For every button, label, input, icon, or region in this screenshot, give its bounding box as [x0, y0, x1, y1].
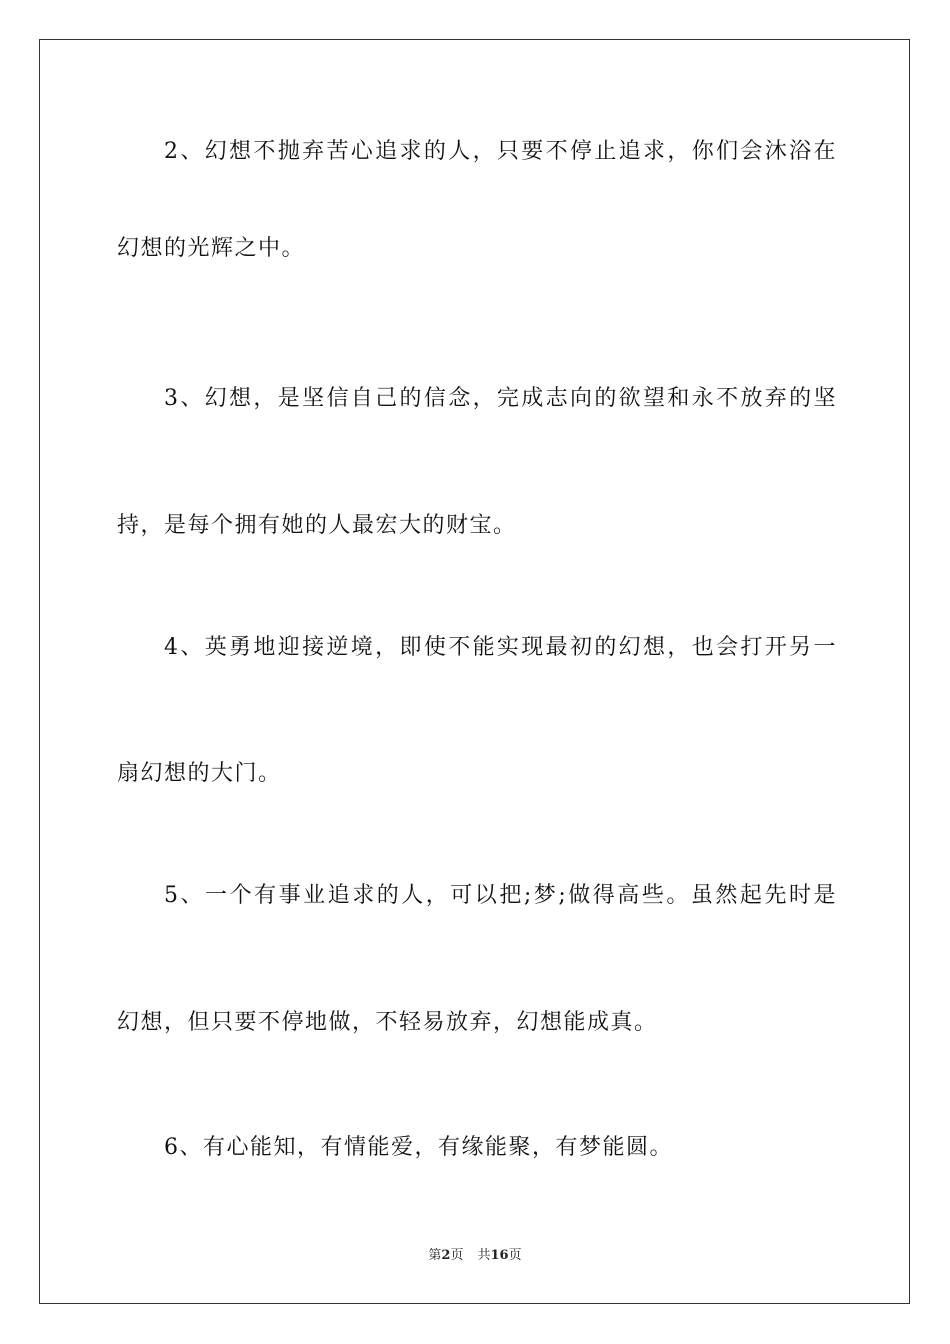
footer-total-suffix: 页 [508, 1248, 522, 1263]
paragraph-2-line-2: 幻想的光辉之中。 [117, 236, 306, 261]
paragraph-4-line-1: 4、英勇地迎接逆境，即使不能实现最初的幻想，也会打开另一 [164, 635, 837, 660]
paragraph-2-line-1: 2、幻想不抛弃苦心追求的人，只要不停止追求，你们会沐浴在 [164, 139, 837, 164]
paragraph-3-line-2: 持，是每个拥有她的人最宏大的财宝。 [117, 513, 517, 538]
page-footer [0, 1247, 950, 1265]
paragraph-4-line-2: 扇幻想的大门。 [117, 761, 282, 786]
paragraph-5-line-2: 幻想，但只要不停地做，不轻易放弃，幻想能成真。 [117, 1010, 658, 1035]
page-frame [39, 39, 910, 1304]
footer-page-prefix: 第 [428, 1248, 442, 1263]
paragraph-6-line-1: 6、有心能知，有情能爱，有缘能聚，有梦能圆。 [164, 1135, 673, 1160]
paragraph-3-line-1: 3、幻想，是坚信自己的信念，完成志向的欲望和永不放弃的坚 [164, 386, 837, 411]
footer-total-pages: 16 [490, 1248, 509, 1263]
footer-total-prefix: 共 [477, 1248, 491, 1263]
footer-page-number: 2 [441, 1248, 451, 1263]
footer-page-suffix: 页 [450, 1248, 464, 1263]
paragraph-5-line-1: 5、一个有事业追求的人，可以把;梦;做得高些。虽然起先时是 [164, 883, 837, 908]
